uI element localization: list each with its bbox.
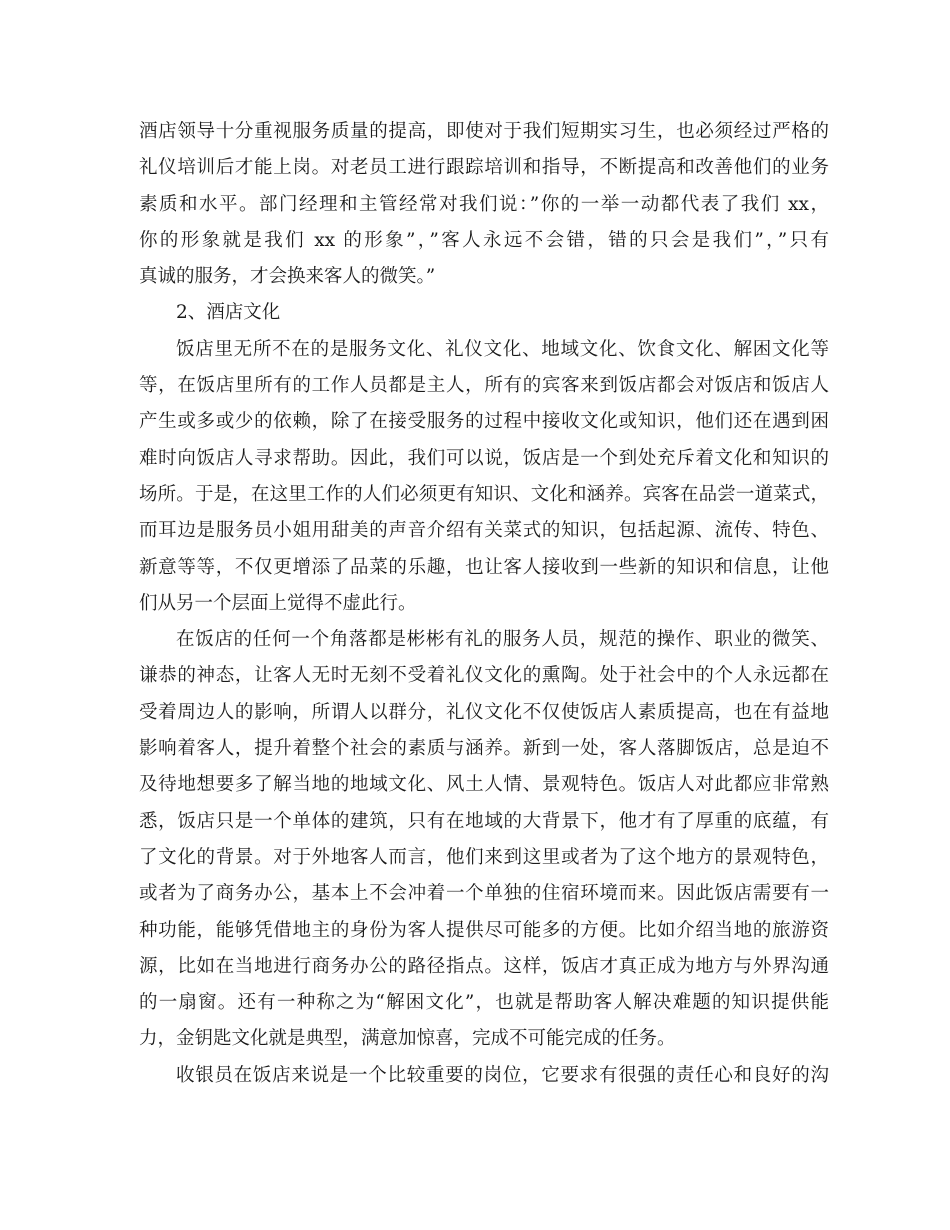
- text-line: 在饭店的任何一个角落都是彬彬有礼的服务人员，规范的操作、职业的微笑、: [176, 629, 829, 651]
- text-line: 新意等等，不仅更增添了品菜的乐趣，也让客人接收到一些新的知识和信息，让他: [139, 556, 829, 578]
- text-line: 了文化的背景。对于外地客人而言，他们来到这里或者为了这个地方的景观特色，: [139, 846, 829, 868]
- text-line: 2、酒店文化: [176, 302, 281, 324]
- document-body: [139, 114, 829, 1094]
- text-line: 悉，饭店只是一个单体的建筑，只有在地域的大背景下，他才有了厚重的底蕴，有: [139, 810, 829, 832]
- text-line: 难时向饭店人寻求帮助。因此，我们可以说，饭店是一个到处充斥着文化和知识的: [139, 447, 829, 469]
- text-line: 等，在饭店里所有的工作人员都是主人，所有的宾客来到饭店都会对饭店和饭店人: [139, 375, 829, 397]
- text-line: 们从另一个层面上觉得不虚此行。: [139, 592, 417, 614]
- text-line: 场所。于是，在这里工作的人们必须更有知识、文化和涵养。宾客在品尝一道菜式，: [139, 483, 829, 505]
- text-line: 或者为了商务办公，基本上不会冲着一个单独的住宿环境而来。因此饭店需要有一: [139, 883, 829, 905]
- text-line: 受着周边人的影响，所谓人以群分，礼仪文化不仅使饭店人素质提高，也在有益地: [139, 701, 829, 723]
- text-line: 及待地想要多了解当地的地域文化、风土人情、景观特色。饭店人对此都应非常熟: [139, 774, 829, 796]
- text-line: 的一扇窗。还有一种称之为“解困文化”，也就是帮助客人解决难题的知识提供能: [139, 992, 829, 1014]
- text-line: 谦恭的神态，让客人无时无刻不受着礼仪文化的熏陶。处于社会中的个人永远都在: [139, 665, 829, 687]
- text-line: 影响着客人，提升着整个社会的素质与涵养。新到一处，客人落脚饭店，总是迫不: [139, 738, 829, 760]
- text-line: 真诚的服务，才会换来客人的微笑。”: [139, 266, 436, 288]
- text-line: 收银员在饭店来说是一个比较重要的岗位，它要求有很强的责任心和良好的沟: [176, 1064, 829, 1086]
- text-line: 你的形象就是我们 xx 的形象”，”客人永远不会错，错的只会是我们”，”只有: [139, 229, 829, 251]
- text-line: 而耳边是服务员小姐用甜美的声音介绍有关菜式的知识，包括起源、流传、特色、: [139, 520, 829, 542]
- text-line: 饭店里无所不在的是服务文化、礼仪文化、地域文化、饮食文化、解困文化等: [176, 338, 829, 360]
- text-line: 素质和水平。部门经理和主管经常对我们说：”你的一举一动都代表了我们 xx，: [139, 193, 829, 215]
- text-line: 产生或多或少的依赖，除了在接受服务的过程中接收文化或知识，他们还在遇到困: [139, 411, 829, 433]
- text-line: 礼仪培训后才能上岗。对老员工进行跟踪培训和指导，不断提高和改善他们的业务: [139, 157, 829, 179]
- text-line: 种功能，能够凭借地主的身份为客人提供尽可能多的方便。比如介绍当地的旅游资: [139, 919, 829, 941]
- text-line: 源，比如在当地进行商务办公的路径指点。这样，饭店才真正成为地方与外界沟通: [139, 955, 829, 977]
- text-line: 力，金钥匙文化就是典型，满意加惊喜，完成不可能完成的任务。: [139, 1028, 676, 1050]
- text-line: 酒店领导十分重视服务质量的提高，即使对于我们短期实习生，也必须经过严格的: [139, 121, 829, 142]
